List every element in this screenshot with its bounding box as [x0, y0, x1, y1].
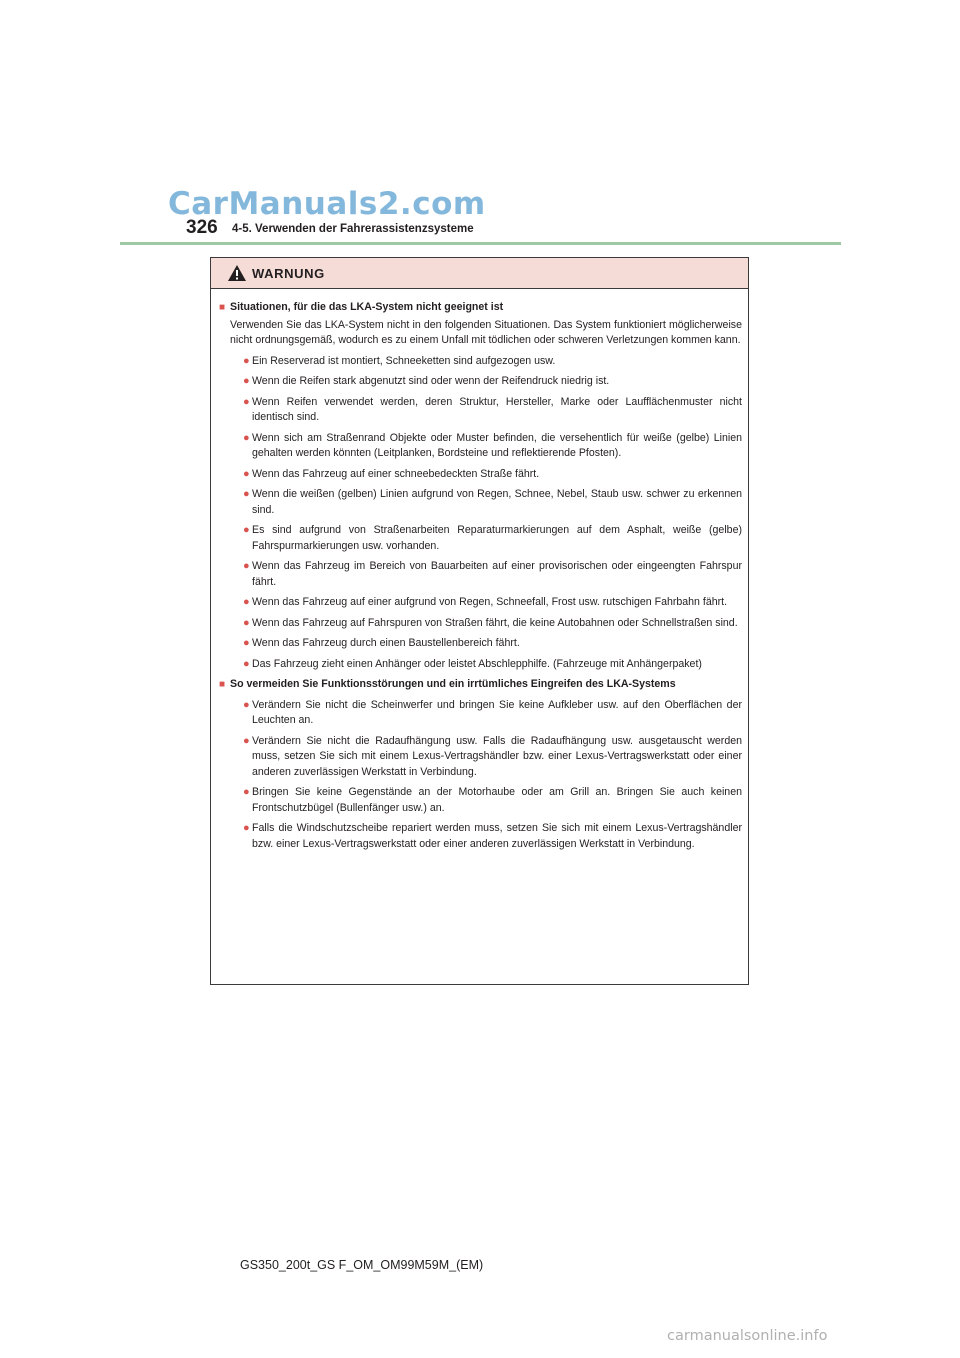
- watermark-logo: CarManuals2.com: [168, 186, 486, 222]
- section-heading-text: Situationen, für die das LKA-System nicht geeignet ist: [230, 301, 504, 313]
- bullet-icon: ●: [243, 657, 250, 670]
- page-number: 326: [186, 217, 218, 238]
- section-title: 4-5. Verwenden der Fahrerassistenzsysteme: [232, 223, 474, 235]
- header-divider: [120, 242, 841, 245]
- square-bullet-icon: ■: [219, 679, 226, 690]
- bullet-icon: ●: [243, 431, 250, 444]
- list-item-text: Falls die Windschutzscheibe repariert werden muss, setzen Sie sich mit einem Lexus-Vertragshändler bzw. einer Lexus-Vertragswerkstatt oder einer anderen zuverlässigen Werkstatt in Verbindung.: [252, 822, 742, 850]
- warning-title: WARNUNG: [252, 265, 325, 281]
- list-item: [219, 595, 742, 611]
- bullet-icon: ●: [243, 467, 250, 480]
- warning-header: [211, 258, 748, 289]
- bullet-icon: ●: [243, 637, 250, 649]
- list-item: [219, 821, 742, 852]
- list-item-text: Bringen Sie keine Gegenstände an der Motorhaube oder am Grill an. Bringen Sie auch keinen Frontschutzbügel (Bullenfänger usw.) an.: [252, 786, 742, 814]
- list-item-text: Es sind aufgrund von Straßenarbeiten Reparaturmarkierungen auf dem Asphalt, weiße (gelbe) Fahrspurmarkierungen usw. vorhanden.: [252, 524, 742, 552]
- bullet-icon: ●: [243, 698, 250, 711]
- warning-triangle-icon: [227, 264, 247, 282]
- bullet-icon: ●: [243, 375, 250, 387]
- list-item: [219, 395, 742, 426]
- list-item: [219, 785, 742, 816]
- list-item: [219, 374, 742, 390]
- section-heading: [219, 300, 742, 316]
- list-item-text: Wenn die Reifen stark abgenutzt sind oder wenn der Reifendruck niedrig ist.: [252, 375, 610, 387]
- bullet-icon: ●: [243, 596, 250, 608]
- list-item: [219, 657, 742, 673]
- bullet-icon: ●: [243, 524, 250, 536]
- list-item: [219, 354, 742, 370]
- list-item-text: Verändern Sie nicht die Radaufhängung usw. Falls die Radaufhängung usw. ausgetauscht werden muss, setzen Sie sich mit einem Lexus-Vertragshändler bzw. einer Lexus-Vertragswerkstatt oder einer anderen zuverlässigen Werkstatt in Verbindung.: [252, 734, 742, 778]
- list-item: [219, 698, 742, 729]
- warning-box: [210, 257, 749, 985]
- list-item-text: Wenn das Fahrzeug auf Fahrspuren von Straßen fährt, die keine Autobahnen oder Schnellstraßen sind.: [252, 616, 738, 629]
- list-item: [219, 487, 742, 518]
- list-item-text: Wenn Reifen verwendet werden, deren Struktur, Hersteller, Marke oder Laufflächenmuster nicht identisch sind.: [252, 395, 742, 423]
- list-item: [219, 636, 742, 652]
- bullet-icon: ●: [243, 560, 250, 572]
- list-item-text: Das Fahrzeug zieht einen Anhänger oder leistet Abschlepphilfe. (Fahrzeuge mit Anhängerpaket): [252, 657, 702, 670]
- bullet-icon: ●: [243, 395, 250, 408]
- list-item-text: Wenn die weißen (gelben) Linien aufgrund von Regen, Schnee, Nebel, Staub usw. schwer zu erkennen sind.: [252, 488, 742, 516]
- bullet-icon: ●: [243, 786, 250, 798]
- list-item-text: Ein Reserverad ist montiert, Schneeketten sind aufgezogen usw.: [252, 354, 556, 367]
- section-heading-text: So vermeiden Sie Funktionsstörungen und ein irrtümliches Eingreifen des LKA-Systems: [230, 678, 676, 690]
- document-code: GS350_200t_GS F_OM_OM99M59M_(EM): [240, 1258, 484, 1272]
- list-item: [219, 431, 742, 462]
- bullet-icon: ●: [243, 488, 250, 500]
- bullet-icon: ●: [243, 616, 250, 629]
- list-item-text: Verändern Sie nicht die Scheinwerfer und bringen Sie keine Aufkleber usw. auf den Oberflächen der Leuchten an.: [252, 698, 742, 726]
- list-item: [219, 467, 742, 483]
- watermark-site: carmanualsonline.info: [667, 1328, 828, 1344]
- list-item-text: Wenn das Fahrzeug im Bereich von Bauarbeiten auf einer provisorischen oder eingeengten Fahrspur fährt.: [252, 560, 742, 588]
- list-item: [219, 734, 742, 781]
- list-item: [219, 616, 742, 632]
- list-item-text: Wenn das Fahrzeug durch einen Baustellenbereich fährt.: [252, 637, 520, 649]
- list-item: [219, 559, 742, 590]
- bullet-icon: ●: [243, 734, 250, 747]
- list-item-text: Wenn das Fahrzeug auf einer aufgrund von Regen, Schneefall, Frost usw. rutschigen Fahrbahn fährt.: [252, 596, 728, 608]
- bullet-icon: ●: [243, 354, 250, 367]
- list-item-text: Wenn sich am Straßenrand Objekte oder Muster befinden, die versehentlich für weiße (gelbe) Linien gehalten werden könnten (Leitplanken, Bordsteine und reflektierende Pfosten).: [252, 431, 742, 459]
- list-item-text: Wenn das Fahrzeug auf einer schneebedeckten Straße fährt.: [252, 467, 540, 480]
- section-heading: [219, 677, 742, 693]
- section-intro: Verwenden Sie das LKA-System nicht in den folgenden Situationen. Das System funktioniert möglicherweise nicht ordnungsgemäß, wodurch es zu einem Unfall mit tödlichen oder schweren Verletzungen kommen kann.: [230, 318, 742, 346]
- bullet-icon: ●: [243, 822, 250, 834]
- list-item: [219, 523, 742, 554]
- square-bullet-icon: ■: [219, 302, 226, 313]
- warning-body: [211, 289, 748, 852]
